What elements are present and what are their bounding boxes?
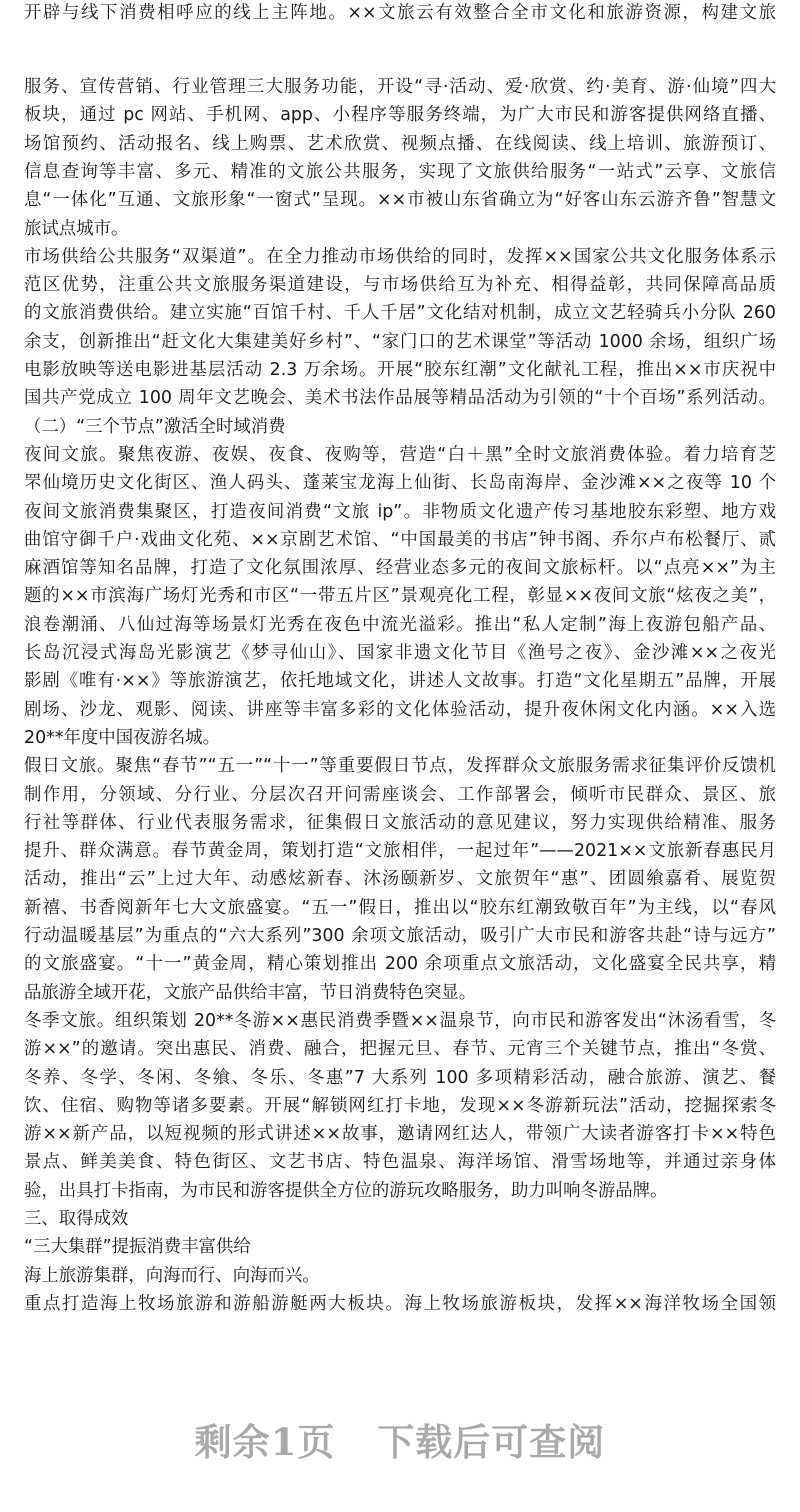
- text-line: 麻酒馆等知名品牌，打造了文化氛围浓厚、经营业态多元的夜间文旅标杆。以“点亮××”为主: [24, 558, 776, 579]
- text-line: 三、取得成效: [24, 1209, 129, 1229]
- text-line: 信息查询等丰富、多元、精准的文旅公共服务，实现了文旅供给服务“一站式”云享、文旅信: [24, 161, 776, 182]
- text-line: 电影放映等送电影进基层活动 2.3 万余场。开展“胶东红潮”文化献礼工程，推出××市庆祝中: [24, 360, 776, 380]
- text-line: 的文旅消费供给。建立实施“百馆千村、千人千居”文化结对机制，成立文艺轻骑兵小分队 260: [24, 303, 776, 324]
- remaining-pages-label: 剩余1页: [194, 1420, 336, 1464]
- text-line: 游××新产品，以短视频的形式讲述××故事，邀请网红达人，带领广大读者游客打卡××特色: [24, 1124, 776, 1145]
- text-line: 剧场、沙龙、观影、阅读、讲座等丰富多彩的文化体验活动，提升夜休闲文化内涵。××入选: [24, 699, 776, 720]
- text-line: 验，出具打卡指南，为市民和游客提供全方位的游玩攻略服务，助力叫响冬游品牌。: [24, 1180, 668, 1201]
- text-line: “三大集群”提振消费丰富供给: [24, 1237, 251, 1258]
- top-text-line: 开辟与线下消费相呼应的线上主阵地。××文旅云有效整合全市文化和旅游资源，构建文旅: [24, 3, 776, 23]
- text-line: 范区优势，注重公共文旅服务渠道建设，与市场供给互为补充、相得益彰，共同保障高品质: [24, 275, 776, 296]
- text-line: 长岛沉浸式海岛光影演艺《梦寻仙山》、国家非遗文化节目《渔号之夜》、金沙滩××之夜光: [24, 643, 776, 663]
- text-line: 假日文旅。聚焦“春节”“五一”“十一”等重要假日节点，发挥群众文旅服务需求征集评价反馈机: [24, 756, 776, 777]
- text-line: 余支，创新推出“赶文化大集建美好乡村”、“家门口的艺术课堂”等活动 1000 余场，组织广场: [24, 331, 776, 352]
- text-line: 场馆预约、活动报名、线上购票、艺术欣赏、视频点播、在线阅读、线上培训、旅游预订、: [24, 133, 776, 154]
- text-line: 服务、宣传营销、行业管理三大服务功能，开设“寻·活动、爱·欣赏、约·美育、游·仙境”四大: [24, 77, 776, 97]
- text-line: 国共产党成立 100 周年文艺晚会、美术书法作品展等精品活动为引领的“十个百场”系列活动。: [24, 388, 776, 409]
- text-line: 影剧《唯有·××》等旅游演艺，依托地域文化，讲述人文故事。打造“文化星期五”品牌，开展: [24, 671, 776, 692]
- text-line: 行动温暖基层”为重点的“六大系列”300 余项文旅活动，吸引广大市民和游客共赴“诗与远方”: [24, 926, 776, 946]
- text-line: 旅试点城市。: [24, 218, 129, 239]
- text-line: 重点打造海上牧场旅游和游船游艇两大板块。海上牧场旅游板块，发挥××海洋牧场全国领: [24, 1293, 776, 1314]
- text-line: 饮、住宿、购物等诸多要素。开展“解锁网红打卡地，发现××冬游新玩法”活动，挖掘探索冬: [24, 1095, 776, 1116]
- text-line: 提升、群众满意。春节黄金周，策划打造“文旅相伴，一起过年”——2021××文旅新春惠民月: [24, 841, 776, 862]
- text-line: 制作用，分领域、分行业、分层次召开问需座谈会、工作部署会，倾听市民群众、景区、旅: [24, 784, 776, 805]
- text-line: 冬养、冬学、冬闲、冬飨、冬乐、冬惠”7 大系列 100 多项精彩活动，融合旅游、演艺、餐: [24, 1067, 776, 1088]
- text-line: 息“一体化”互通、文旅形象“一窗式”呈现。××市被山东省确立为“好客山东云游齐鲁”智慧文: [24, 190, 776, 211]
- text-line: 夜间文旅消费集聚区，打造夜间消费“文旅 ip”。非物质文化遗产传习基地胶东彩塑、地方戏: [24, 501, 776, 522]
- text-line: 夜间文旅。聚焦夜游、夜娱、夜食、夜购等，营造“白＋黑”全时文旅消费体验。着力培育芝: [24, 444, 776, 465]
- text-line: 品旅游全域开花，文旅产品供给丰富，节日消费特色突显。: [24, 982, 477, 1003]
- text-line: 题的××市滨海广场灯光秀和市区“一带五片区”景观亮化工程，彰显××夜间文旅“炫夜之美”，: [24, 586, 776, 607]
- text-line: 板块，通过 pc 网站、手机网、app、小程序等服务终端，为广大市民和游客提供网络直播、: [24, 105, 776, 126]
- text-line: 的文旅盛宴。“十一”黄金周，精心策划推出 200 余项重点文旅活动，文化盛宴全民共享，精: [24, 954, 776, 975]
- text-line: 浪卷潮涌、八仙过海等场景灯光秀在夜色中流光溢彩。推出“私人定制”海上夜游包船产品、: [24, 614, 776, 635]
- text-line: 游××”的邀请。突出惠民、消费、融合，把握元旦、春节、元宵三个关键节点，推出“冬赏、: [24, 1039, 776, 1060]
- download-to-view-label: 下载后可查阅: [377, 1420, 606, 1464]
- text-line: 新禧、书香阅新年七大文旅盛宴。“五一”假日，推出以“胶东红潮致敬百年”为主线，以“春风: [24, 897, 776, 918]
- text-line: （二）“三个节点”激活全时域消费: [24, 416, 286, 437]
- text-line: 海上旅游集群，向海而行、向海而兴。: [24, 1265, 320, 1286]
- text-line: 行社等群体、行业代表服务需求，征集假日文旅活动的意见建议，努力实现供给精准、服务: [24, 812, 776, 833]
- text-line: 冬季文旅。组织策划 20**冬游××惠民消费季暨××温泉节，向市民和游客发出“沐汤看雪，冬: [24, 1010, 776, 1031]
- text-line: 20**年度中国夜游名城。: [24, 727, 221, 748]
- text-line: 罘仙境历史文化街区、渔人码头、蓬莱宝龙海上仙街、长岛南海岸、金沙滩××之夜等 10 个: [24, 473, 776, 494]
- text-line: 景点、鲜美美食、特色街区、文艺书店、特色温泉、海洋场馆、滑雪场地等，并通过亲身体: [24, 1152, 776, 1173]
- text-line: 市场供给公共服务“双渠道”。在全力推动市场供给的同时，发挥××国家公共文化服务体系示: [24, 246, 776, 267]
- text-line: 活动，推出“云”上过大年、动感炫新春、沐汤颐新岁、文旅贺年“惠”、团圆飨嘉肴、展览贺: [24, 869, 776, 890]
- download-prompt[interactable]: [0, 1412, 800, 1466]
- text-line: 曲馆守御千户·戏曲文化苑、××京剧艺术馆、“中国最美的书店”钟书阁、乔尔卢布松餐厅、贰: [24, 529, 776, 550]
